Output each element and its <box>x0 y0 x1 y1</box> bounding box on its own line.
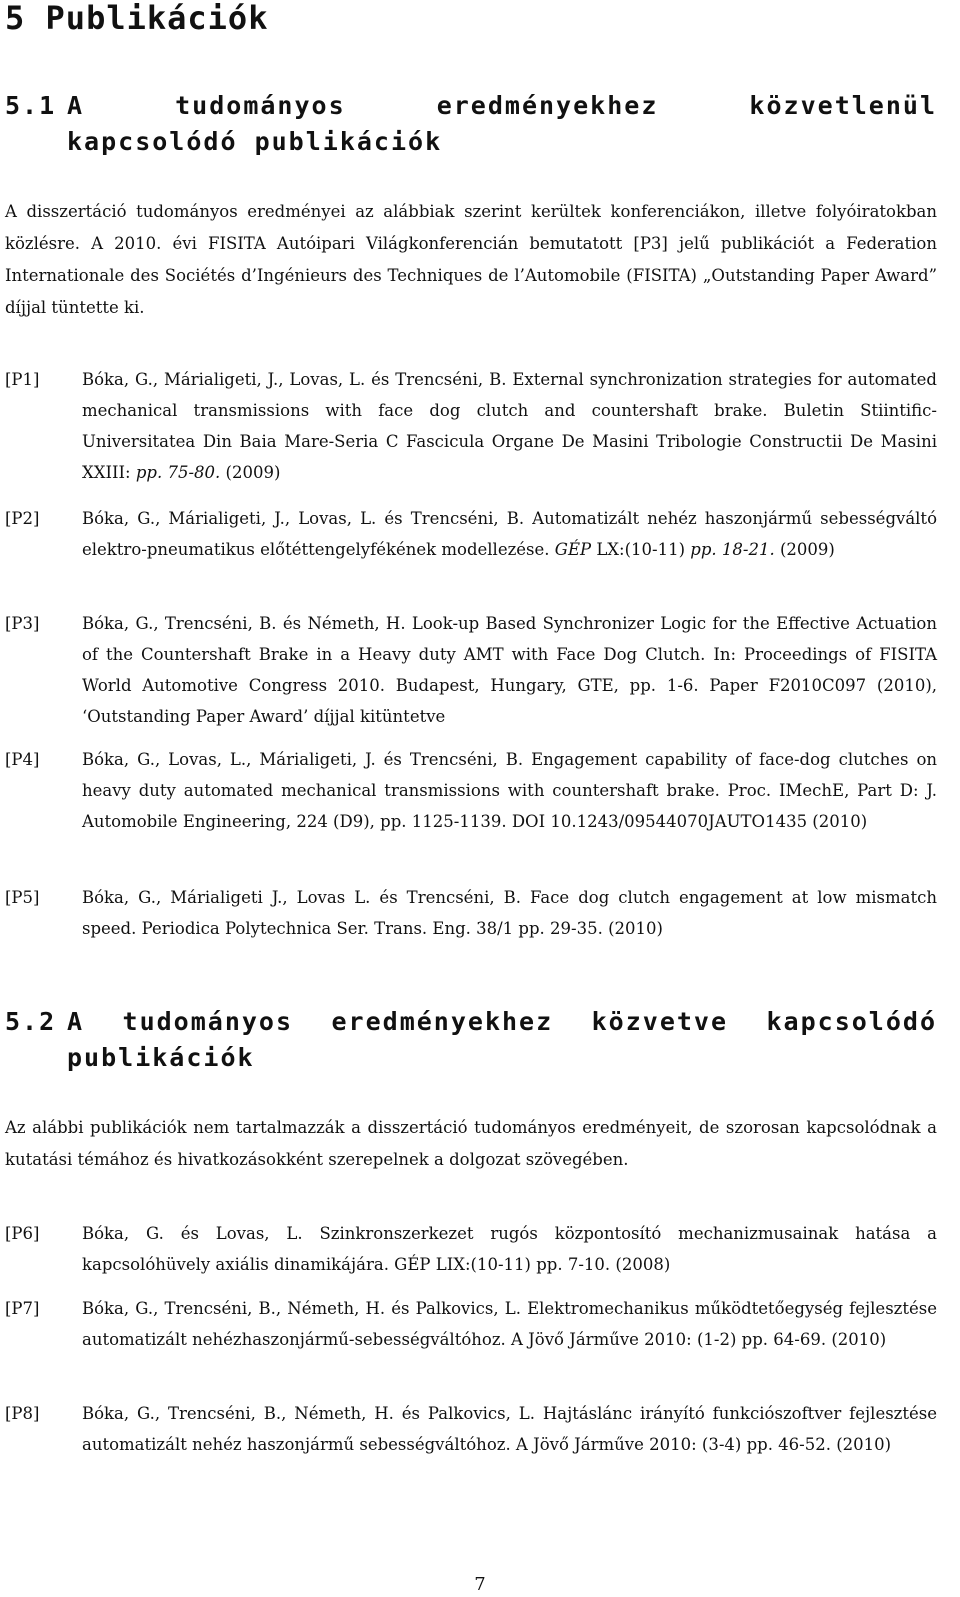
reference-authors: Bóka, G., Márialigeti, J., Lovas, L. és Trencséni, B. <box>82 509 525 528</box>
reference-p1 <box>5 364 937 488</box>
reference-authors: Bóka, G., Trencséni, B. és Németh, H. <box>82 614 406 633</box>
reference-text: Look-up Based Synchronizer Logic for the Effective Actuation of the Countershaft Brake in a Heavy duty AMT with Face Dog Clutch. In: Proceedings of FISITA World Automotive Congress 2010. Budapest, Hungary, GTE, pp. 1-6. Paper F2010C097 (2010), ‘Outstanding Paper Award’ díjjal kitüntetve <box>82 614 937 726</box>
section-5-2-number: 5.2 <box>5 1007 57 1036</box>
reference-tag: [P4] <box>5 750 40 769</box>
reference-year: (2009) <box>774 540 835 559</box>
reference-p3 <box>5 608 937 732</box>
reference-authors: Bóka, G., Márialigeti, J., Lovas, L. és Trencséni, B. <box>82 370 507 389</box>
reference-year: (2009) <box>220 463 281 482</box>
section-5-1-number: 5.1 <box>5 91 57 120</box>
reference-text: Engagement capability of face-dog clutches on heavy duty automated mechanical transmissions with countershaft brake. Proc. IMechE, Part D: J. Automobile Engineering, 224 (D9), pp. 1125-1139. DOI 10.1243/09544070JAUTO1435 (2010) <box>82 750 938 831</box>
reference-p5 <box>5 882 937 944</box>
reference-journal: GÉP <box>554 540 592 559</box>
section-5-1-title-line2: kapcsolódó publikációk <box>67 127 443 156</box>
section-5-1-intro: A disszertáció tudományos eredményei az alábbiak szerint kerültek konferenciákon, illetve folyóiratokban közlésre. A 2010. évi FISITA Autóipari Világkonferencián bemutatott [P3] jelű publikációt a Federation Internationale des Sociétés d’Ingénieurs des Techniques de l’Automobile (FISITA) „Outstanding Paper Award” díjjal tüntette ki. <box>5 202 937 317</box>
reference-tag: [P3] <box>5 614 40 633</box>
reference-authors: Bóka, G., Márialigeti J., Lovas L. és Trencséni, B. <box>82 888 521 907</box>
reference-pages: pp. 18-21. <box>690 540 775 559</box>
reference-p2 <box>5 503 937 565</box>
reference-authors: Bóka, G., Trencséni, B., Németh, H. és Palkovics, L. <box>82 1404 535 1423</box>
section-5-2-heading <box>5 1004 937 1076</box>
section-5-1-title-line1: A tudományos eredményekhez közvetlenül <box>67 91 937 120</box>
reference-authors: Bóka, G., Trencséni, B., Németh, H. és Palkovics, L. <box>82 1299 521 1318</box>
reference-p8 <box>5 1398 937 1460</box>
page-number: 7 <box>474 1574 486 1595</box>
reference-tag: [P8] <box>5 1404 40 1423</box>
reference-pages: pp. 75-80. <box>135 463 221 482</box>
reference-tag: [P7] <box>5 1299 40 1318</box>
reference-volume: LX:(10-11) <box>591 540 691 559</box>
reference-text: Elektromechanikus működtetőegység fejlesztése automatizált nehézhaszonjármű-sebességváltóhoz. A Jövő Járműve 2010: (1-2) pp. 64-69. (2010) <box>82 1299 937 1349</box>
section-5-2-title-line1: A tudományos eredményekhez közvetve kapcsolódó <box>67 1007 937 1036</box>
reference-text: External synchronization strategies for automated mechanical transmissions with face dog clutch and countershaft brake. Buletin Stiintific-Universitatea Din Baia Mare-Seria C Fascicula Organe De Masini Tribologie Constructii De Masini XXIII: <box>82 370 937 482</box>
reference-tag: [P6] <box>5 1224 40 1243</box>
reference-text: Szinkronszerkezet rugós központosító mechanizmusainak hatása a kapcsolóhüvely axiális dinamikájára. GÉP LIX:(10-11) pp. 7-10. (2008) <box>82 1224 938 1274</box>
reference-text: Hajtáslánc irányító funkciószoftver fejlesztése automatizált nehéz haszonjármű sebességváltóhoz. A Jövő Járműve 2010: (3-4) pp. 46-52. (2010) <box>82 1404 937 1454</box>
section-5-2-title-line2: publikációk <box>67 1043 255 1072</box>
section-5-title: 5 Publikációk <box>5 0 269 37</box>
reference-tag: [P5] <box>5 888 40 907</box>
reference-authors: Bóka, G., Lovas, L., Márialigeti, J. és Trencséni, B. <box>82 750 524 769</box>
reference-tag: [P2] <box>5 509 40 528</box>
reference-p6 <box>5 1218 937 1280</box>
section-5-1-heading <box>5 88 937 160</box>
reference-tag: [P1] <box>5 370 40 389</box>
reference-text: Automatizált nehéz haszonjármű sebességváltó elektro-pneumatikus előtéttengelyfékének modellezése. <box>82 509 938 559</box>
reference-text: Face dog clutch engagement at low mismatch speed. Periodica Polytechnica Ser. Trans. Eng. 38/1 pp. 29-35. (2010) <box>82 888 938 938</box>
reference-p7 <box>5 1293 937 1355</box>
section-5-2-intro: Az alábbi publikációk nem tartalmazzák a disszertáció tudományos eredményeit, de szorosan kapcsolódnak a kutatási témához és hivatkozásokként szerepelnek a dolgozat szövegében. <box>5 1118 937 1169</box>
reference-p4 <box>5 744 937 837</box>
reference-authors: Bóka, G. és Lovas, L. <box>82 1224 303 1243</box>
